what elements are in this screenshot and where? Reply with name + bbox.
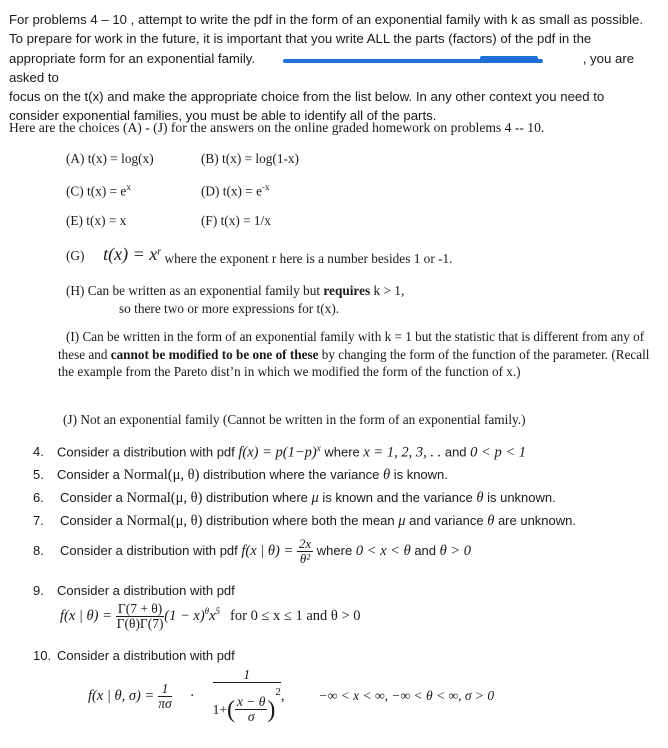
problem-10-frac-1-den: πσ bbox=[158, 695, 172, 711]
problem-7-number: 7. bbox=[33, 513, 44, 528]
choice-g bbox=[66, 244, 452, 265]
problem-8-fraction bbox=[297, 537, 313, 566]
problem-10-fraction-2 bbox=[213, 668, 281, 724]
problem-7-dist: Normal(μ, θ) bbox=[126, 513, 203, 529]
problem-5-number: 5. bbox=[33, 467, 44, 482]
choice-i bbox=[58, 328, 663, 381]
choice-j: (J) Not an exponential family (Cannot be written in the form of an exponential family.) bbox=[63, 412, 526, 427]
problem-9-number: 9. bbox=[33, 583, 44, 598]
problem-4-exp: x bbox=[316, 443, 321, 453]
problem-10-inner-den: σ bbox=[247, 709, 255, 725]
intro-line-4: focus on the t(x) and make the appropriate choice from the list below. In any other context you need to bbox=[9, 89, 605, 105]
problem-10-den-pre: 1+ bbox=[212, 701, 227, 717]
choice-h-bold: requires bbox=[323, 283, 371, 298]
problem-6-mu: μ bbox=[311, 490, 319, 506]
left-paren: ( bbox=[226, 696, 235, 723]
choice-h-line-1 bbox=[66, 282, 404, 300]
problem-10-comma: , bbox=[280, 688, 285, 705]
problem-10-fraction-1 bbox=[158, 682, 171, 711]
problem-8-and: and bbox=[410, 542, 440, 558]
right-paren: ) bbox=[267, 696, 276, 723]
intro-line-3 bbox=[9, 49, 664, 88]
problem-7 bbox=[33, 513, 576, 530]
problem-9-condition: for 0 ≤ x ≤ 1 and θ > 0 bbox=[230, 608, 361, 625]
problem-9-header bbox=[33, 583, 235, 598]
problem-6-dist: Normal(μ, θ) bbox=[126, 490, 203, 506]
choice-b: (B) t(x) = log(1-x) bbox=[201, 151, 299, 166]
problem-10-dot: · bbox=[189, 688, 195, 705]
choice-h bbox=[66, 282, 404, 317]
problem-8-frac-num: 2x bbox=[298, 536, 312, 551]
problem-5-pre: Consider a bbox=[57, 467, 124, 482]
choice-d-exp: -x bbox=[262, 182, 270, 192]
problem-10-header bbox=[33, 648, 235, 663]
problem-8-cond-1: 0 < x < θ bbox=[355, 542, 411, 559]
choice-g-formula: t(x) = x bbox=[103, 244, 158, 264]
choice-h-pre: (H) Can be written as an exponential family but bbox=[66, 283, 324, 298]
choice-f: (F) t(x) = 1/x bbox=[201, 213, 271, 228]
problem-6-mid: distribution where bbox=[202, 490, 312, 505]
problem-9-lhs: f(x | θ) = bbox=[60, 608, 112, 625]
intro-line-3-start: appropriate form for an exponential family. bbox=[9, 50, 256, 66]
problem-4-number: 4. bbox=[33, 444, 44, 460]
problem-10-inner-fraction bbox=[235, 695, 267, 724]
problem-8-lhs: f(x | θ) = bbox=[241, 542, 294, 559]
problem-10-frac-2-den bbox=[213, 683, 281, 724]
problem-7-theta: θ bbox=[487, 513, 495, 529]
problem-4-formula: f(x) = p(1−p) bbox=[238, 444, 317, 461]
intro-paragraph bbox=[9, 10, 664, 126]
problem-10-frac-2-num: 1 bbox=[213, 668, 281, 683]
choice-h-line-2: so there two or more expressions for t(x). bbox=[119, 300, 340, 316]
problem-8-frac-den: θ² bbox=[299, 551, 311, 566]
problem-8-cond-2: θ > 0 bbox=[439, 542, 472, 559]
problem-9-frac-num: Γ(7 + θ) bbox=[117, 601, 163, 616]
problem-10-condition: −∞ < x < ∞, −∞ < θ < ∞, σ > 0 bbox=[318, 688, 495, 704]
problem-10-number: 10. bbox=[33, 648, 52, 663]
intro-line-3-end: , you are asked to bbox=[9, 50, 635, 85]
choice-g-text: where the exponent r here is a number besides 1 or -1. bbox=[164, 251, 453, 266]
problem-5-dist: Normal(μ, θ) bbox=[123, 467, 200, 483]
problem-9-frac-den: Γ(θ)Γ(7) bbox=[116, 616, 164, 631]
choice-d bbox=[201, 182, 270, 199]
problem-6-pre: Consider a bbox=[60, 490, 127, 505]
problem-8 bbox=[33, 537, 471, 566]
problem-6-end: is unknown. bbox=[483, 490, 556, 505]
problem-4-support: x = 1, 2, 3, . . bbox=[363, 444, 442, 461]
intro-line-1: For problems 4 – 10 , attempt to write the pdf in the form of an exponential family with k as small as possible. bbox=[9, 12, 644, 27]
problem-9-exp-2: 5 bbox=[215, 605, 221, 616]
problem-6-number: 6. bbox=[33, 490, 44, 505]
choice-c-label: (C) t(x) = e bbox=[66, 183, 127, 199]
problem-9-formula bbox=[60, 602, 361, 631]
problem-7-mu: μ bbox=[398, 513, 406, 529]
choices-header: Here are the choices (A) - (J) for the answers on the online graded homework on problems 4 -- 10. bbox=[9, 120, 545, 135]
problem-6-post: is known and the variance bbox=[318, 490, 477, 505]
problem-6-theta: θ bbox=[476, 490, 484, 506]
choice-e: (E) t(x) = x bbox=[66, 213, 127, 228]
choice-g-label: (G) bbox=[66, 248, 85, 263]
problem-4-condition: 0 < p < 1 bbox=[470, 444, 526, 461]
choice-c bbox=[66, 182, 131, 199]
problem-5-theta: θ bbox=[382, 467, 391, 483]
problem-10-square: 2 bbox=[275, 686, 281, 698]
intro-line-2: To prepare for work in the future, it is important that you write ALL the parts (factors) of the pdf in the bbox=[9, 31, 592, 47]
choice-c-exp: x bbox=[126, 182, 131, 192]
problem-7-post: and variance bbox=[405, 513, 488, 528]
problem-9-x: x bbox=[209, 608, 216, 625]
problem-5-end: is known. bbox=[390, 467, 448, 482]
problem-10-formula bbox=[88, 668, 494, 724]
choice-i-bold: cannot be modified to be one of these bbox=[110, 346, 319, 362]
choice-i-pre: (I) Can be written in the form of an exponential family with k = 1 but the statistic that is different from any of these and bbox=[58, 329, 645, 362]
problem-8-pre: Consider a distribution with pdf bbox=[60, 542, 242, 558]
problem-8-number: 8. bbox=[33, 542, 44, 558]
problem-5-post: distribution where the variance bbox=[199, 467, 383, 482]
problem-7-pre: Consider a bbox=[60, 513, 127, 528]
problem-10-inner-num: x − θ bbox=[236, 694, 266, 710]
problem-10-frac-1-num: 1 bbox=[158, 682, 171, 697]
problem-9-rest: (1 − x) bbox=[164, 608, 205, 625]
choice-h-post: k > 1, bbox=[370, 283, 405, 298]
problem-7-mid: distribution where both the mean bbox=[202, 513, 399, 528]
redaction-mark-right bbox=[480, 56, 538, 61]
problem-4-and: and bbox=[441, 444, 471, 460]
problem-4-pre: Consider a distribution with pdf bbox=[57, 444, 239, 460]
problem-9-text: Consider a distribution with pdf bbox=[57, 583, 235, 598]
problem-5 bbox=[33, 467, 448, 484]
choice-a: (A) t(x) = log(x) bbox=[66, 151, 154, 166]
problem-10-text: Consider a distribution with pdf bbox=[57, 648, 235, 663]
problem-8-where: where bbox=[313, 542, 356, 558]
choice-i-post: by changing the form of the function of the parameter. (Recall the example from the Pareto dist’n in which we modified the form of the function of x.) bbox=[58, 346, 650, 379]
problem-6 bbox=[33, 490, 556, 507]
problem-4 bbox=[33, 443, 526, 461]
problem-9-fraction bbox=[116, 602, 164, 631]
problem-4-mid: where bbox=[320, 444, 364, 460]
intro-line-5: consider exponential families, you must be able to identify all of the parts. bbox=[9, 108, 437, 124]
problem-7-end: are unknown. bbox=[494, 513, 576, 528]
choice-d-label: (D) t(x) = e bbox=[201, 183, 263, 199]
problem-10-lhs: f(x | θ, σ) = bbox=[88, 688, 155, 705]
problem-9-exp-1: θ bbox=[204, 605, 210, 616]
choice-g-exp: r bbox=[157, 246, 162, 258]
